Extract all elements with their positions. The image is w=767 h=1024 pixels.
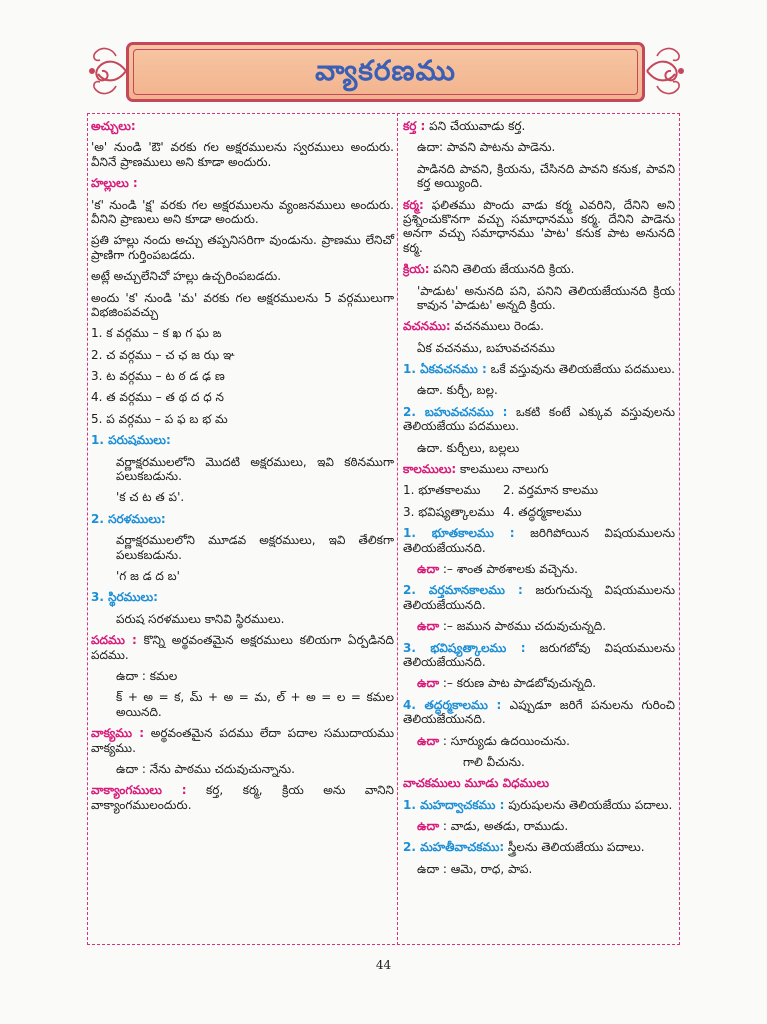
taddharma-example-label: ఉదా bbox=[417, 733, 440, 748]
vachanamu-definition bbox=[403, 319, 675, 333]
vartamana-example bbox=[403, 619, 675, 633]
saralamulu-example: 'గ జ డ ద బ' bbox=[116, 568, 180, 583]
bhavishyat-example bbox=[403, 676, 675, 690]
kala-list-item-4: 4. తద్ధర్మకాలము bbox=[503, 504, 582, 519]
hallulu-paragraph-2: ప్రతి హల్లు నందు అచ్చు తప్పనిసరిగా వుండును. ప్రాణము లేనిచో ప్రాణిగా గుర్తింపబడదు. bbox=[91, 233, 394, 262]
kalamulu-text: కాలములు నాలుగు bbox=[456, 462, 549, 477]
bhavishyat-example-text: :– కరుణ పాట పాడబోవుచున్నది. bbox=[439, 676, 597, 691]
bhavishyat-term: 3. భవిష్యత్కాలము : bbox=[403, 640, 526, 655]
karta-term: కర్త : bbox=[403, 119, 426, 133]
varga-item-5: 5. ప వర్గము – ప ఫ బ భ మ bbox=[91, 411, 228, 426]
left-ornament-icon bbox=[86, 38, 128, 104]
column-divider bbox=[397, 113, 398, 945]
kriya-definition bbox=[403, 262, 675, 276]
vakyangamulu-term: వాక్యాంగములు : bbox=[91, 783, 187, 798]
kala-list-row-2 bbox=[403, 505, 675, 519]
hallulu-paragraph-3: అట్లే అచ్చులేనిచో హల్లు ఉచ్చరింపబడదు. bbox=[91, 269, 282, 284]
padamu-example: ఉదా : కమల bbox=[116, 668, 178, 683]
sthiramulu-heading: 3. స్థిరములు: bbox=[91, 590, 158, 605]
karta-text: పని చేయువాడు కర్త. bbox=[425, 119, 526, 133]
parushamulu-heading: 1. పరుషములు: bbox=[91, 433, 171, 448]
mahatvachakamu-example-text: : వాడు, అతడు, రాముడు. bbox=[439, 819, 569, 834]
bhutakalamu-term: 1. భూతకాలము : bbox=[403, 526, 515, 541]
page-title: వ్యాకరణము bbox=[315, 54, 456, 87]
vachanamu-text: వచనములు రెండు. bbox=[450, 319, 544, 334]
bhutakalamu-example-label: ఉదా bbox=[417, 561, 440, 576]
varga-item-2: 2. చ వర్గము – చ ఛ జ ఝ ఞ bbox=[91, 347, 235, 362]
mahatvachakamu-term: 1. మహద్వాచకము : bbox=[403, 797, 505, 812]
karma-definition bbox=[403, 198, 675, 256]
parushamulu-example: 'క చ ట త ప'. bbox=[116, 490, 185, 505]
mahativachakamu-definition bbox=[403, 840, 675, 854]
taddharma-term: 4. తద్ధర్మకాలము : bbox=[403, 697, 502, 712]
vachanamu-term: వచనము: bbox=[403, 319, 451, 334]
varga-item-4: 4. త వర్గము – త థ ద ధ న bbox=[91, 390, 224, 405]
padamu-term: పదము : bbox=[91, 633, 137, 648]
mahatvachakamu-text: పురుషులను తెలియజేయు పదాలు. bbox=[504, 797, 673, 812]
left-column bbox=[91, 119, 394, 819]
sthiramulu-paragraph: పరుష సరళములు కానివి స్థిరములు. bbox=[116, 611, 285, 626]
kala-list-item-3: 3. భవిష్యత్కాలము bbox=[403, 504, 495, 519]
bahuvachanamu-example: ఉదా. కుర్చీలు, బల్లలు bbox=[417, 440, 520, 455]
vartamana-example-label: ఉదా bbox=[417, 619, 440, 634]
ekavachanamu-example: ఉదా. కుర్చీ, బల్ల. bbox=[417, 383, 498, 398]
bahuvachanamu-term: 2. బహువచనము : bbox=[403, 404, 508, 419]
kala-list-item-1: 1. భూతకాలము bbox=[403, 483, 481, 498]
achchulu-heading: అచ్చులు: bbox=[91, 119, 136, 133]
ekavachanamu-definition bbox=[403, 362, 675, 376]
vachanamu-types: ఏక వచనము, బహువచనము bbox=[417, 340, 555, 355]
right-column bbox=[403, 119, 675, 883]
kala-list-item-2: 2. వర్తమాన కాలము bbox=[503, 483, 599, 498]
bhutakalamu-example-text: :– శాంత పాఠశాలకు వచ్చెను. bbox=[439, 561, 578, 576]
mahatvachakamu-example bbox=[403, 819, 675, 833]
karta-example: ఉదా: పావని పాటను పాడెను. bbox=[417, 140, 556, 155]
taddharma-example-text: : సూర్యుడు ఉదయించును. bbox=[439, 733, 570, 748]
kala-list-row-1 bbox=[403, 483, 675, 497]
bhutakalamu-text: జరిగిపోయిన విషయములను తెలియజేయునది. bbox=[403, 526, 675, 555]
karta-explanation: పాడినది పావని, క్రియను, చేసినది పావని కనుక, పావని కర్త అయ్యింది. bbox=[417, 161, 675, 191]
varga-item-1: 1. క వర్గము – క ఖ గ ఘ ఙ bbox=[91, 326, 222, 341]
kriya-term: క్రియ: bbox=[403, 262, 430, 277]
taddharma-text: ఎప్పుడూ జరిగే పనులను గురించి తెలియజేయునది. bbox=[403, 697, 675, 727]
vartamana-term: 2. వర్తమానకాలము : bbox=[403, 583, 523, 598]
kriya-text: పనిని తెలియ జేయునది క్రియ. bbox=[429, 262, 575, 277]
mahatvachakamu-definition bbox=[403, 798, 675, 812]
vakyamu-term: వాక్యము : bbox=[91, 726, 144, 741]
ekavachanamu-term: 1. ఏకవచనము : bbox=[403, 362, 487, 377]
mahativachakamu-term: 2. మహతీవాచకము: bbox=[403, 840, 505, 855]
padamu-formula: క్ + అ = క, మ్ + అ = మ, ల్ + అ = ల = కమల అయినది. bbox=[116, 690, 394, 719]
varga-item-3: 3. ట వర్గము – ట ఠ డ ఢ ణ bbox=[91, 369, 225, 384]
vartamana-example-text: :– జమున పాఠము చదువుచున్నది. bbox=[439, 619, 607, 634]
bhavishyat-example-label: ఉదా bbox=[417, 676, 440, 691]
vachakamulu-heading: వాచకములు మూడు విధములు bbox=[403, 776, 550, 791]
vakyangamulu-text: కర్త, కర్మ, క్రియ అను వానిని వాక్యాంగములందురు. bbox=[91, 783, 394, 812]
title-banner bbox=[126, 42, 645, 102]
kalamulu-term: కాలములు: bbox=[403, 462, 457, 477]
right-ornament-icon bbox=[645, 38, 687, 104]
vartamana-definition bbox=[403, 583, 675, 612]
bhavishyat-text: జరుగబోవు విషయములను తెలియజేయునది. bbox=[403, 640, 675, 669]
vakyamu-text: అర్థవంతమైన పదము లేదా పదాల సముదాయము వాక్యము. bbox=[91, 726, 394, 755]
mahatvachakamu-example-label: ఉదా bbox=[417, 819, 440, 834]
bhavishyat-definition bbox=[403, 641, 675, 670]
taddharma-example bbox=[403, 734, 675, 748]
bahuvachanamu-definition bbox=[403, 405, 675, 434]
vakyangamulu-definition bbox=[91, 783, 394, 812]
taddharma-example-2: గాలి వీచును. bbox=[463, 754, 525, 769]
ekavachanamu-text: ఒకే వస్తువును తెలియజేయు పదములు. bbox=[486, 362, 675, 377]
hallulu-paragraph-1: 'క' నుండి 'క్ష' వరకు గల అక్షరములను వ్యంజనములు అందురు. వీనిని ప్రాణులు అని కూడా అందురు. bbox=[91, 197, 394, 226]
saralamulu-heading: 2. సరళములు: bbox=[91, 511, 166, 526]
achchulu-paragraph: 'అ' నుండి 'ఔ' వరకు గల అక్షరములను స్వరములు అందురు. వీనినే ప్రాణములు అని కూడా అందురు. bbox=[91, 140, 394, 169]
bhutakalamu-definition bbox=[403, 526, 675, 555]
kriya-explanation: 'పాడుట' అనునది పని, పనిని తెలియజేయునది క్రియ కావున 'పాడుట' అన్నది క్రియ. bbox=[417, 283, 675, 312]
saralamulu-paragraph: వర్ణాక్షరములలోని మూడవ అక్షరములు, ఇవి తేలికగా పలుకబడును. bbox=[116, 533, 394, 562]
vakyamu-definition bbox=[91, 726, 394, 755]
karma-term: కర్మ: bbox=[403, 197, 424, 212]
vartamana-text: జరుగుచున్న విషయములను తెలియజేయునది. bbox=[403, 583, 676, 612]
taddharma-definition bbox=[403, 698, 675, 727]
kalamulu-definition bbox=[403, 462, 675, 476]
mahativachakamu-example: ఉదా : ఆమె, రాధ, పాప. bbox=[417, 861, 533, 876]
karta-definition bbox=[403, 119, 675, 133]
vakyamu-example: ఉదా : నేను పాఠము చదువుచున్నాను. bbox=[116, 761, 295, 776]
padamu-text: కొన్ని అర్థవంతమైన అక్షరములు కలియగా ఏర్పడినది పదము. bbox=[91, 633, 394, 662]
padamu-definition bbox=[91, 633, 394, 662]
parushamulu-paragraph: వర్ణాక్షరములలోని మొదటి అక్షరములు, ఇవి కఠినముగా పలుకబడును. bbox=[116, 454, 394, 484]
karma-text: ఫలితము పొందు వాడు కర్మ ఎవరిని, దేనిని అని ప్రశ్నించుకొనగా వచ్చు సమాధానము కర్మ. దేనిని పాడెను అనగా వచ్చు సమాధానము 'పాట' కనుక పాట అనునది కర్మ. bbox=[403, 197, 675, 255]
hallulu-heading: హల్లులు : bbox=[91, 176, 138, 191]
hallulu-paragraph-4: అందు 'క' నుండి 'మ' వరకు గల అక్షరములను 5 వర్గములుగా విభజింపవచ్చు bbox=[91, 290, 394, 319]
bhutakalamu-example bbox=[403, 562, 675, 576]
bahuvachanamu-text: ఒకటి కంటే ఎక్కువ వస్తువులను తెలియజేయు పదములు. bbox=[403, 404, 676, 434]
page-number: 44 bbox=[375, 958, 392, 972]
mahativachakamu-text: స్త్రీలను తెలియజేయు పదాలు. bbox=[504, 840, 645, 855]
